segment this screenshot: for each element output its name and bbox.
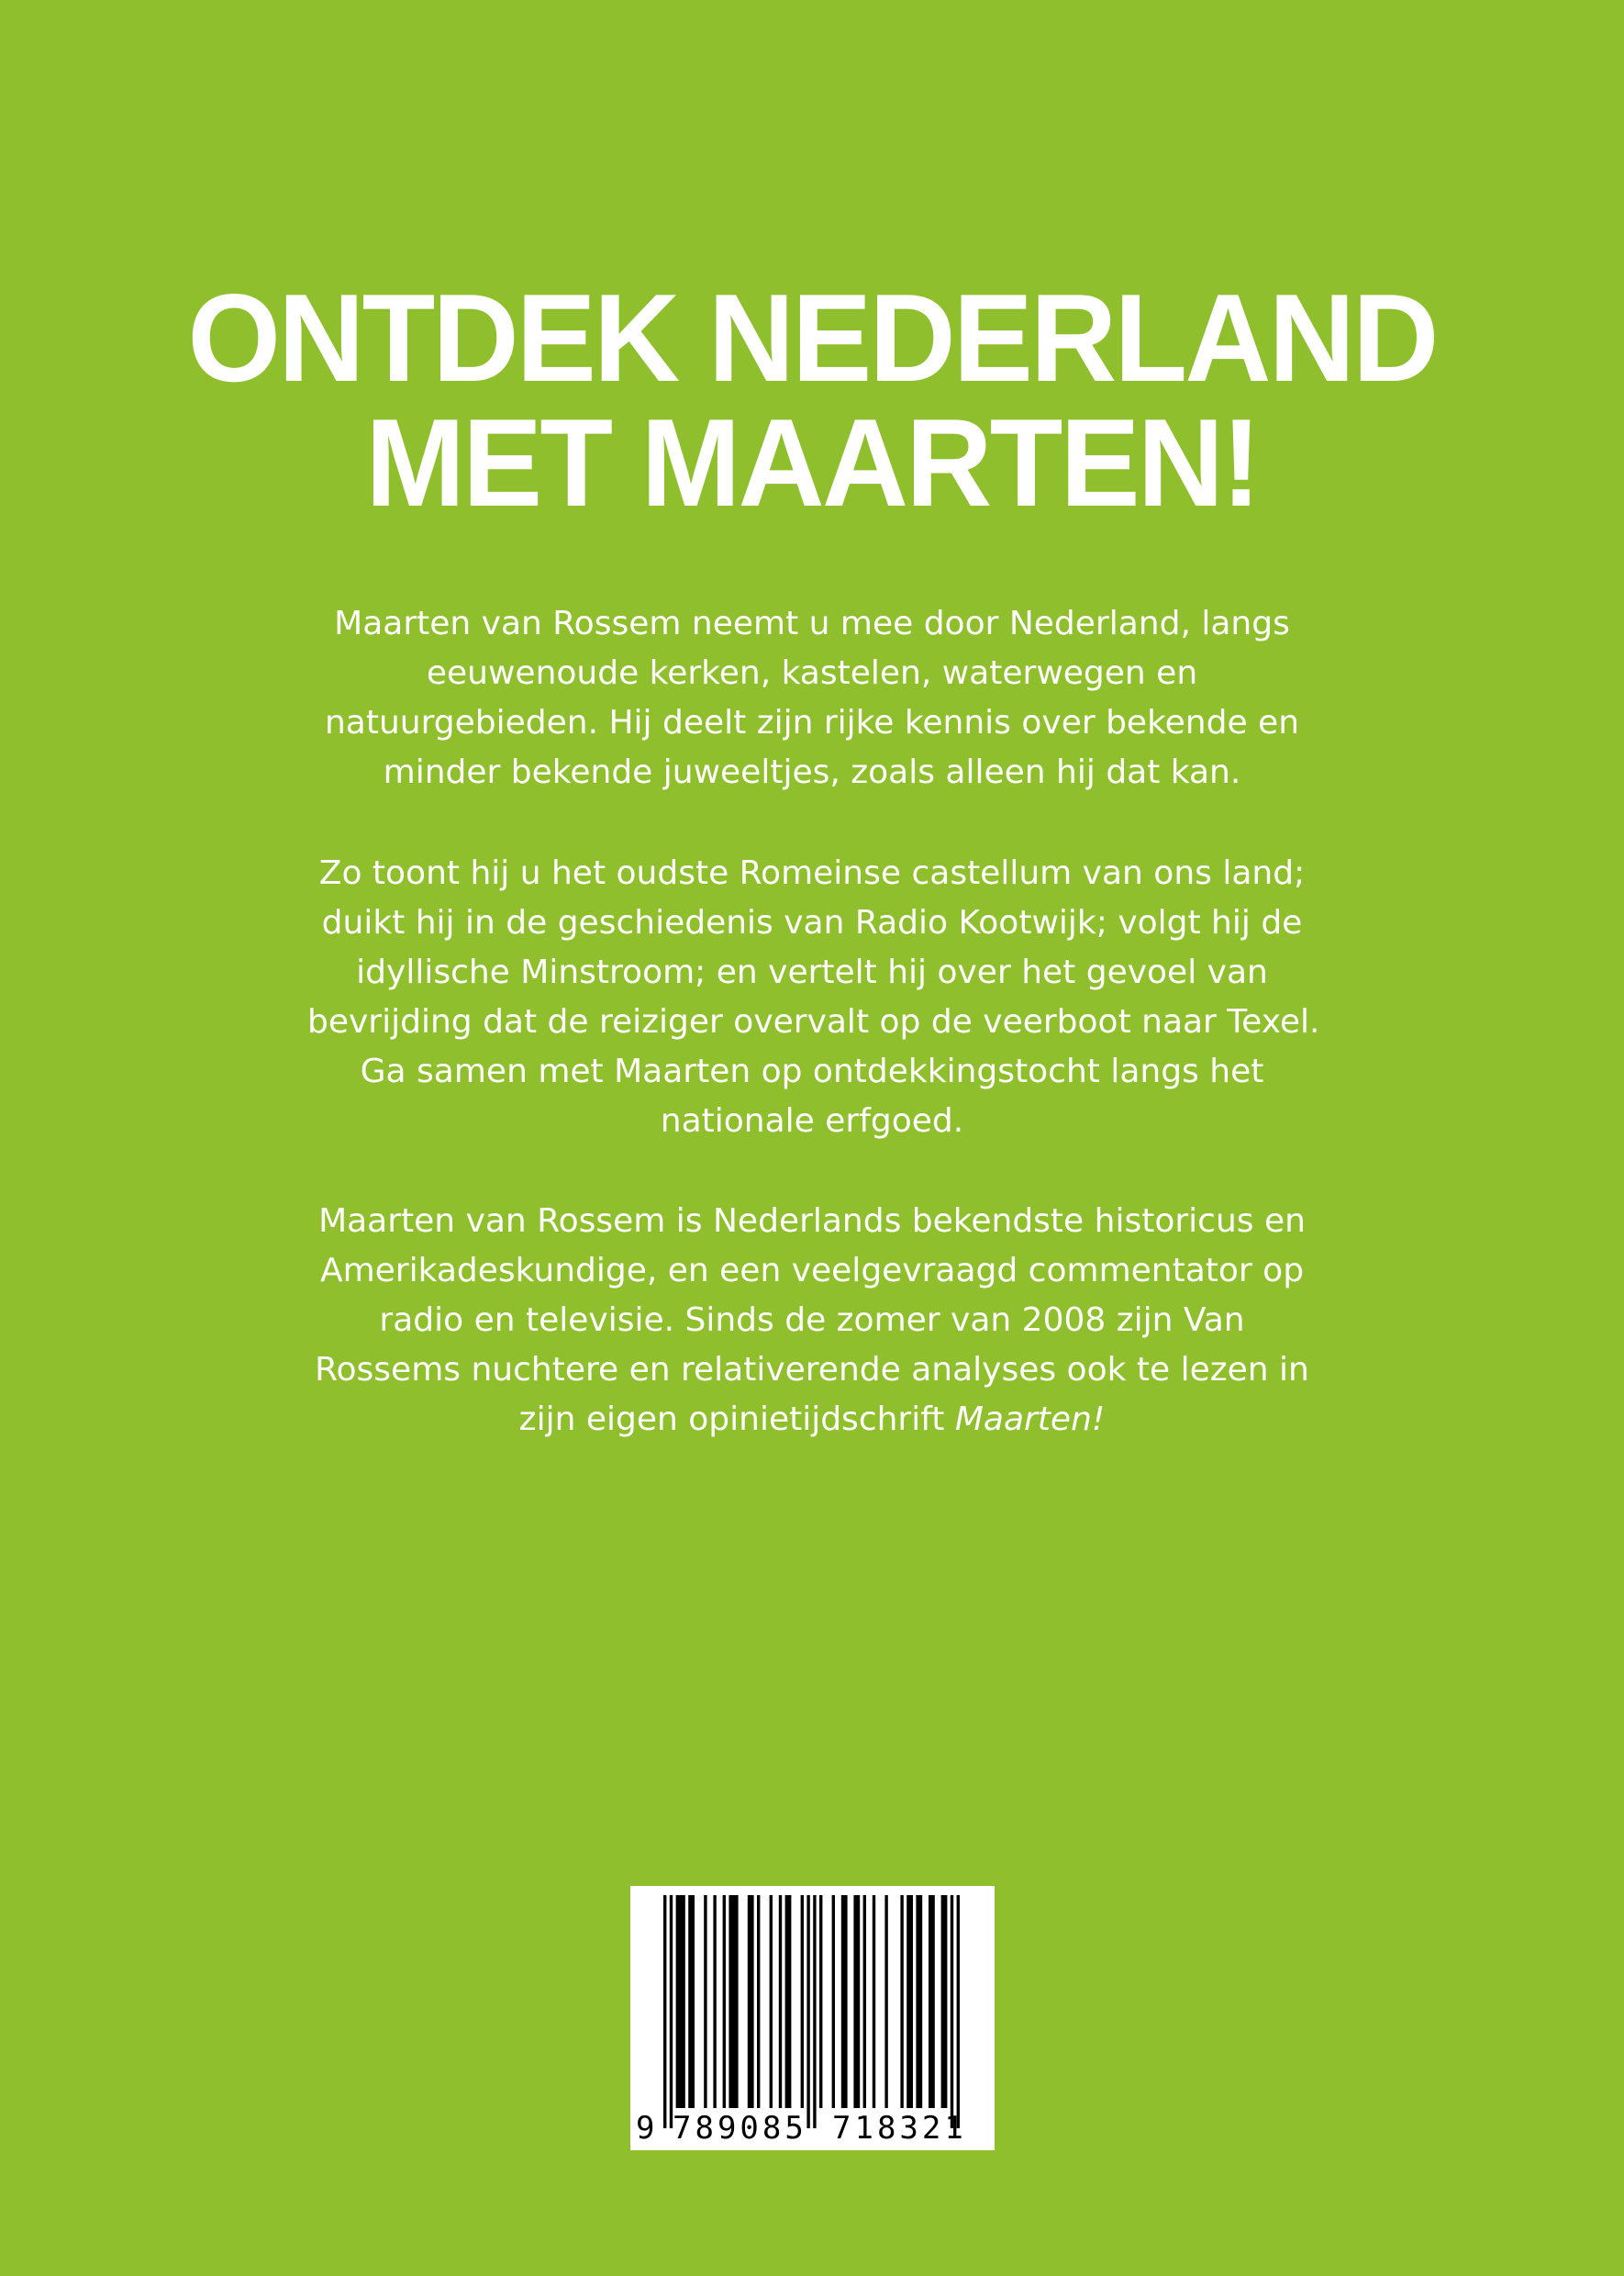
barcode-bar: [900, 1895, 903, 2108]
barcode-bar: [801, 1895, 804, 2108]
barcode-bar: [907, 1895, 913, 2108]
paragraph-line: bevrijding dat de reiziger overvalt op de veerboot naar Texel.: [307, 1003, 1320, 1041]
barcode-bar: [770, 1895, 773, 2108]
headline: [32, 268, 1591, 532]
barcode-bar: [957, 1895, 960, 2128]
barcode-bar: [688, 1895, 695, 2108]
isbn-barcode: [630, 1886, 995, 2150]
barcode-bar: [819, 1895, 822, 2108]
barcode-bar: [841, 1895, 848, 2108]
barcode-bar: [873, 1895, 875, 2108]
barcode-bar: [713, 1895, 716, 2108]
barcode-bar: [951, 1895, 953, 2128]
intro-paragraph: [307, 599, 1317, 798]
paragraph-line: duikt hij in de geschiedenis van Radio Kootwijk; volgt hij de: [321, 904, 1303, 942]
barcode-bar: [806, 1895, 809, 2128]
paragraph-line: eeuwenoude kerken, kastelen, waterwegen en: [426, 654, 1198, 692]
barcode-bar: [916, 1895, 922, 2108]
paragraph-line: minder bekende juweeltjes, zoals alleen hij dat kan.: [383, 753, 1241, 791]
barcode-bar: [929, 1895, 935, 2108]
barcode-bar: [757, 1895, 760, 2108]
barcode-bar: [884, 1895, 887, 2108]
barcode-bar: [941, 1895, 948, 2108]
headline-line-2: MET MAARTEN!: [365, 393, 1259, 532]
highlights-paragraph: [307, 849, 1320, 1146]
paragraph-line: radio en televisie. Sinds de zomer van 2008 zijn Van: [379, 1301, 1245, 1339]
paragraph-line: Zo toont hij u het oudste Romeinse castellum van ons land;: [318, 854, 1306, 892]
barcode-bar: [813, 1895, 816, 2128]
headline-line-1: ONTDEK NEDERLAND: [187, 268, 1437, 407]
paragraph-line: Maarten van Rossem neemt u mee door Nederland, langs: [334, 605, 1290, 642]
paragraph-line: Maarten van Rossem is Nederlands bekendste historicus en: [318, 1202, 1306, 1240]
barcode-bar: [748, 1895, 754, 2108]
barcode-bar: [832, 1895, 835, 2108]
isbn-group-2: 718321: [832, 2110, 967, 2147]
isbn-number: [636, 2110, 989, 2147]
author-bio-paragraph: [307, 1197, 1317, 1445]
barcode-bar: [779, 1895, 782, 2108]
paragraph-line: Ga samen met Maarten op ontdekkingstocht langs het: [360, 1053, 1264, 1090]
paragraph-line: nationale erfgoed.: [660, 1102, 964, 1140]
magazine-title: Maarten!: [954, 1400, 1106, 1438]
barcode-bar: [723, 1895, 726, 2108]
paragraph-line-prefix: zijn eigen opinietijdschrift: [518, 1400, 955, 1438]
barcode-bar: [663, 1895, 666, 2128]
barcode-bar: [676, 1895, 685, 2108]
barcode-bar: [863, 1895, 866, 2108]
paragraph-line: Amerikadeskundige, en een veelgevraagd commentator op: [319, 1252, 1305, 1289]
paragraph-line: idyllische Minstroom; en vertelt hij over het gevoel van: [356, 954, 1268, 991]
barcode-bar: [704, 1895, 706, 2108]
isbn-first-digit: 9: [636, 2110, 655, 2147]
isbn-group-1: 789085: [673, 2110, 807, 2147]
barcode-bar: [853, 1895, 860, 2108]
paragraph-last-line: [307, 1395, 1317, 1445]
barcode-bar: [785, 1895, 792, 2108]
barcode-bar: [670, 1895, 673, 2128]
paragraph-line: natuurgebieden. Hij deelt zijn rijke kennis over bekende en: [324, 704, 1300, 742]
barcode-bar: [729, 1895, 738, 2108]
paragraph-line: Rossems nuchtere en relativerende analyses ook te lezen in: [315, 1351, 1309, 1389]
